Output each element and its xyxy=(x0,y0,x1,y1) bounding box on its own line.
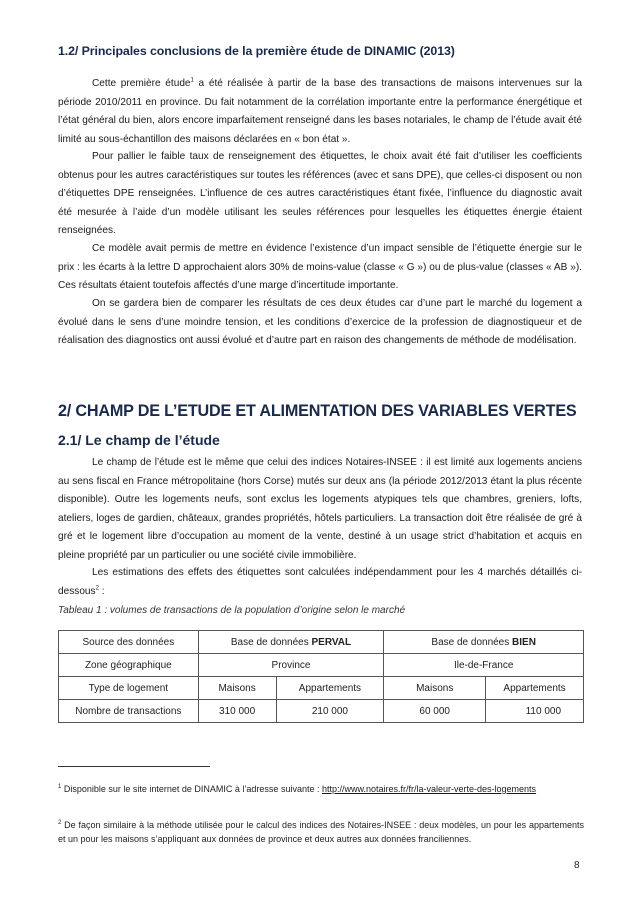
para-text: Ce modèle avait permis de mettre en évidence l’existence d’un impact sensible de l’étiquette énergie sur le prix : les écarts à la lettre D approchaient alors 30% de moins-value (classe « G ») ou de plus-value (classes « AB »). Ces résultats étaient toutefois affectés d’une marge d’incertitude importante. xyxy=(58,243,582,292)
table-cell: Source des données xyxy=(59,631,199,654)
footnote-link[interactable]: http://www.notaires.fr/fr/la-valeur-verte-des-logements xyxy=(321,784,537,794)
table-cell: 60 000 xyxy=(384,700,486,723)
footnote-1 xyxy=(58,782,584,796)
para-text: Cette première étude xyxy=(92,78,191,89)
section-2-1-heading: 2.1/ Le champ de l’étude xyxy=(58,432,220,448)
table-cell: Appartements xyxy=(276,677,384,700)
footnote-number: 1 xyxy=(58,784,62,790)
para-text: a été réalisée à partir de la base des transactions de maisons intervenues sur la période 2010/2011 en province. Du fait notamment de la corrélation importante entre la performance énergétique et l’état général du bien, alors encore imparfaitement renseigné dans les bases notariales, le champ de l’étude avait été limité au sous-échantillon des maisons déclarées en « bon état ». xyxy=(58,78,582,145)
table-cell xyxy=(198,631,384,654)
footnote-number: 2 xyxy=(58,820,62,826)
page-number: 8 xyxy=(574,860,580,871)
section-2-heading: 2/ CHAMP DE L’ETUDE ET ALIMENTATION DES VARIABLES VERTES xyxy=(58,402,577,420)
paragraph-2-1-second xyxy=(58,564,582,601)
para-text: Le champ de l’étude est le même que celui des indices Notaires-INSEE : il est limité aux logements anciens au sens fiscal en France métropolitaine (hors Corse) mutés sur deux ans (la période 2012/2013 étant la plus récente disponible). Outre les logements neufs, sont exclus les logements atypiques tels que chambres, greniers, lofts, ateliers, loges de gardien, châteaux, grandes propriétés, hôtels particuliers. La transaction doit être réalisée de gré à gré et le logement libre d’occupation au moment de la vente, destiné à un usage strict d’habitation et acquis en pleine propriété par un particulier ou une société civile immobilière. xyxy=(58,457,582,561)
cell-text-bold: PERVAL xyxy=(311,636,352,648)
table-row xyxy=(59,700,584,723)
paragraph-1-2-first xyxy=(58,75,582,149)
paragraph-1-2-third xyxy=(58,240,582,296)
cell-text: Base de données xyxy=(431,636,513,648)
para-text: On se gardera bien de comparer les résultats de ces deux études car d’une part le marché du logement a évolué dans le sens d’une moindre tension, et les conditions d’exercice de la profession de diagnostiqueur et de réalisation des diagnostics ont aussi évolué et d’autre part en raison des changements de méthode de modélisation. xyxy=(58,298,582,347)
table-caption: Tableau 1 : volumes de transactions de la population d’origine selon le marché xyxy=(58,605,406,616)
paragraph-1-2-fourth xyxy=(58,295,582,351)
table-cell xyxy=(384,631,584,654)
table-cell: 110 000 xyxy=(486,700,584,723)
table-row xyxy=(59,677,584,700)
cell-text: Base de données xyxy=(230,636,312,648)
table-cell: Type de logement xyxy=(59,677,199,700)
footnote-divider xyxy=(58,766,210,767)
footnote-text: De façon similaire à la méthode utilisée pour le calcul des indices des Notaires-INSEE : deux modèles, un pour les appartements et un pour les maisons s’appliquant aux données de province et deux autres aux données franciliennes. xyxy=(58,820,584,844)
section-1-2-heading: 1.2/ Principales conclusions de la première étude de DINAMIC (2013) xyxy=(58,44,455,58)
table-row xyxy=(59,654,584,677)
para-text: : xyxy=(98,585,105,597)
footnote-2 xyxy=(58,818,584,846)
footnote-ref-1[interactable]: 1 xyxy=(190,77,194,84)
footnote-text: Disponible sur le site internet de DINAMIC à l’adresse suivante : xyxy=(61,784,322,794)
footnote-ref-2[interactable]: 2 xyxy=(95,585,99,592)
table-row xyxy=(59,631,584,654)
table-cell: 210 000 xyxy=(276,700,384,723)
transactions-table xyxy=(58,630,584,723)
table-cell: Ile-de-France xyxy=(384,654,584,677)
table-cell: Zone géographique xyxy=(59,654,199,677)
table-cell: 310 000 xyxy=(198,700,276,723)
table-cell: Appartements xyxy=(486,677,584,700)
para-text: Les estimations des effets des étiquettes sont calculées indépendamment pour les 4 marchés détaillés ci-dessous xyxy=(58,567,582,597)
paragraph-1-2-second xyxy=(58,148,582,241)
para-text: Pour pallier le faible taux de renseignement des étiquettes, le choix avait été fait d’utiliser les coefficients obtenus pour les autres caractéristiques sur toutes les références (avec et sans DPE), que celles-ci disposent ou non d’étiquettes DPE renseignées. L’influence de ces autres caractéristiques étant fixée, l’influence du diagnostic avait été mesurée à l’aide d’un modèle utilisant les seules références pour lesquelles les étiquettes énergie étaient renseignées. xyxy=(58,151,582,237)
table-cell: Maisons xyxy=(384,677,486,700)
table-cell: Maisons xyxy=(198,677,276,700)
cell-text-bold: BIEN xyxy=(512,636,536,648)
table-cell: Nombre de transactions xyxy=(59,700,199,723)
paragraph-2-1-first xyxy=(58,454,582,566)
table-cell: Province xyxy=(198,654,384,677)
